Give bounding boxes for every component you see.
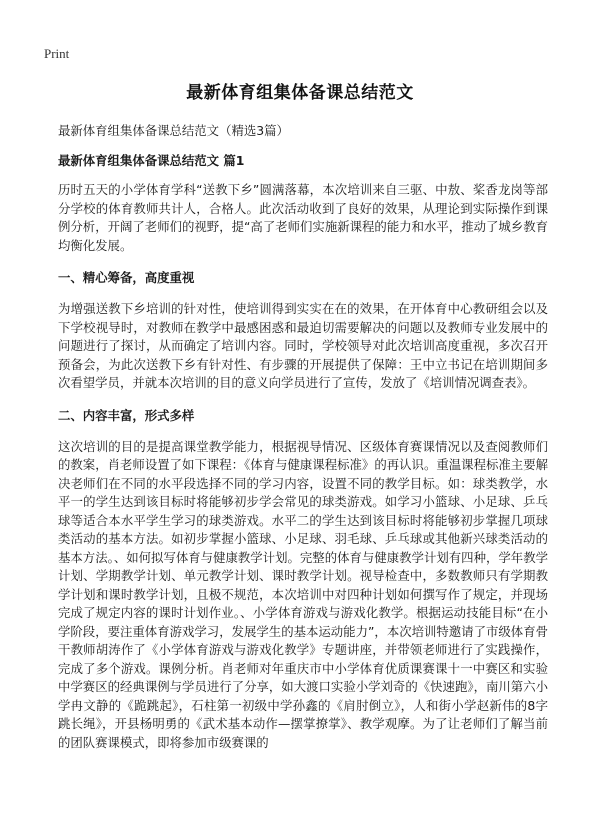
- section-heading-content: 二、内容丰富，形式多样: [58, 407, 195, 423]
- chapter-heading: 最新体育组集体备课总结范文 篇1: [58, 153, 245, 168]
- section-paragraph-content: 这次培训的目的是提高课堂教学能力，根据视导情况、区级体育赛课情况以及查阅教师们的教案，肖老师设置了如下课程：《体育与健康课程标准》的再认识。重温课程标准主要解决老师们在不同的水平段选择不同的学习内容，设置不同的教学目标。如：球类教学，水平一的学生达到该目标时将能够初步学会常见的球类游戏。如学习小篮球、小足球、乒乓球等适合本水平学生学习的球类游戏。水平二的学生达到该目标时将能够初步掌握几项球类活动的基本方法。如初步掌握小篮球、小足球、羽毛球、乒乓球或其他新兴球类活动的基本方法。、如何拟写体育与健康教学计划。完整的体育与健康教学计划有四种，学年教学计划、学期教学计划、单元教学计划、课时教学计划。视导检查中，多数教师只有学期教学计划和课时教学计划，且极不规范，本次培训中对四种计划如何撰写作了规定，并现场完成了规定内容的课时计划作业。、小学体育游戏与游戏化教学。根据运动技能目标“在小学阶段，要注重体育游戏学习，发展学生的基本运动能力”，本次培训特邀请了市级体育骨干教师胡涛作了《小学体育游戏与游戏化教学》专题讲座，并带领老师进行了实践操作，完成了多个游戏。课例分析。肖老师对年重庆市中小学体育优质课赛课十一中赛区和实验中学赛区的经典课例与学员进行了分享，如大渡口实验小学刘奇的《快速跑》，南川第六小学冉文静的《跪跳起》，石柱第一初级中学孙鑫的《肩肘倒立》，人和街小学赵新伟的8字跳长绳》，开县杨明勇的《武术基本动作—摆掌撩掌》、教学观摩。为了让老师们了解当前的团队赛课模式，即将参加市级赛课的: [58, 438, 548, 750]
- article-subtitle: 最新体育组集体备课总结范文（精选3篇）: [58, 123, 289, 138]
- print-link[interactable]: Print: [44, 46, 70, 61]
- section-paragraph-preparation: 为增强送教下乡培训的针对性，使培训得到实实在在的效果，在开体育中心教研组会以及下学校视导时，对教师在教学中最感困惑和最迫切需要解决的问题以及教师专业发展中的问题进行了探讨，从而确定了培训内容。同时，学校领导对此次培训高度重视，多次召开预备会，为此次送教下乡有针对性、有步骤的开展提供了保障：王中立书记在培训期间多次看望学员，并就本次培训的目的意义向学员进行了宣传，发放了《培训情况调查表》。: [58, 301, 548, 390]
- page-title: 最新体育组集体备课总结范文: [186, 83, 414, 103]
- intro-paragraph: 历时五天的小学体育学科“送教下乡”圆满落幕，本次培训来自三驱、中敖、桨香龙岗等部分学校的体育教师共计人，合格人。此次活动收到了良好的效果，从理论到实际操作到课例分析，开阔了老师们的视野，提“高了老师们实施新课程的能力和水平，推动了城乡教育均衡化发展。: [58, 182, 548, 253]
- article-body: [58, 122, 548, 766]
- section-heading-preparation: 一、精心筹备，高度重视: [58, 270, 195, 285]
